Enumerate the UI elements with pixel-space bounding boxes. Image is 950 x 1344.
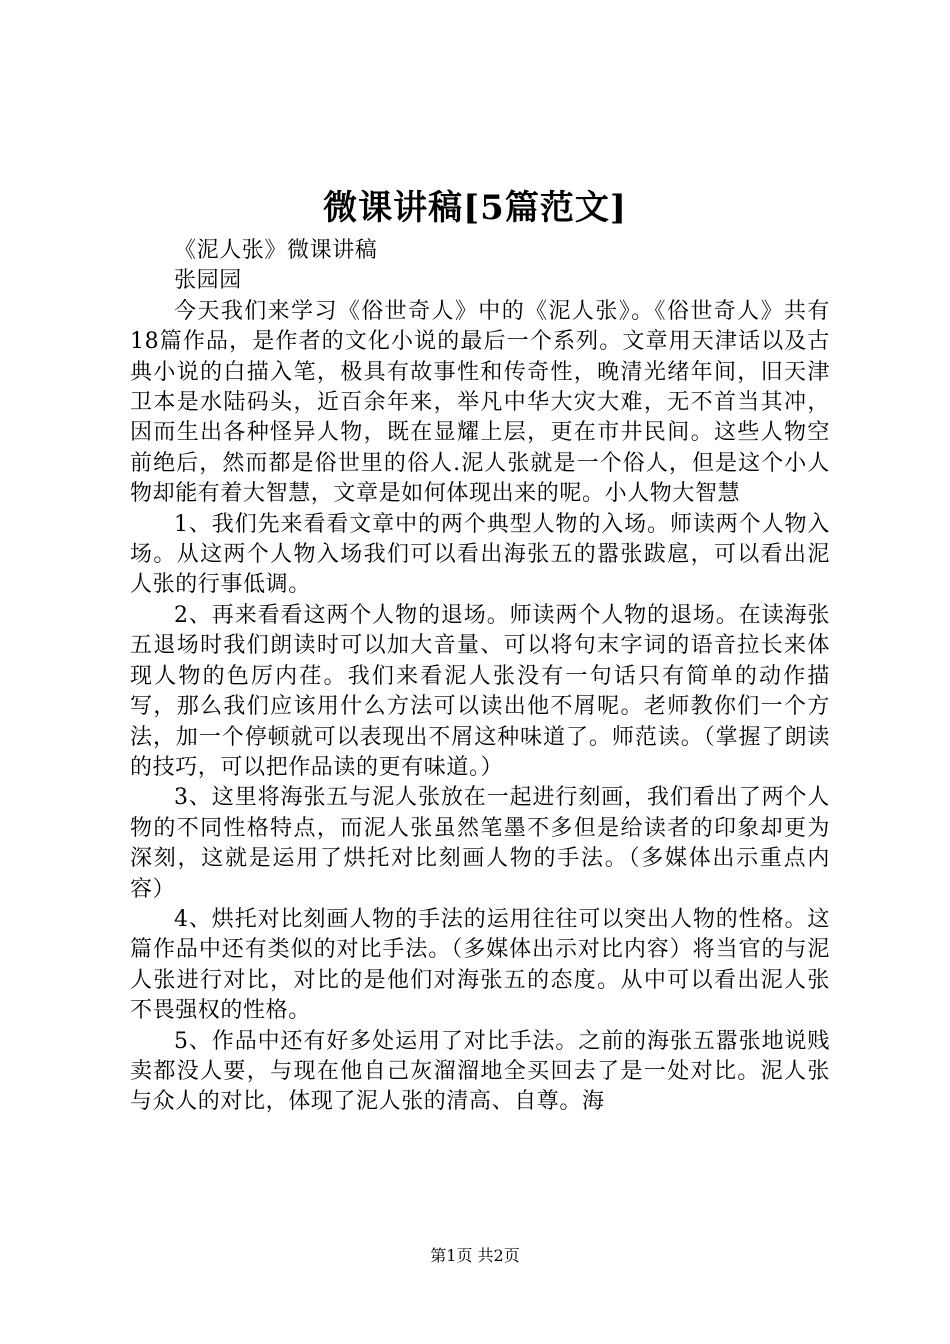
body-paragraph-5: 5、作品中还有好多处运用了对比手法。之前的海张五嚣张地说贱卖都没人要，与现在他自己灰溜溜地全买回去了是一处对比。泥人张与众人的对比，体现了泥人张的清高、自尊。海 <box>130 1028 830 1115</box>
body-paragraph-3: 3、这里将海张五与泥人张放在一起进行刻画，我们看出了两个人物的不同性格特点，而泥人张虽然笔墨不多但是给读者的印象却更为深刻，这就是运用了烘托对比刻画人物的手法。（多媒体出示重点内容） <box>130 785 830 902</box>
body-paragraph-intro: 今天我们来学习《俗世奇人》中的《泥人张》。《俗世奇人》共有18篇作品，是作者的文化小说的最后一个系列。文章用天津话以及古典小说的白描入笔，极具有故事性和传奇性，晚清光绪年间，旧天津卫本是水陆码头，近百余年来，举凡中华大灾大难，无不首当其冲，因而生出各种怪异人物，既在显耀上层，更在市井民间。这些人物空前绝后，然而都是俗世里的俗人.泥人张就是一个俗人，但是这个小人物却能有着大智慧，文章是如何体现出来的呢。小人物大智慧 <box>130 298 830 507</box>
article-subtitle: 《泥人张》微课讲稿 <box>174 238 378 263</box>
body-paragraph-2: 2、再来看看这两个人物的退场。师读两个人物的退场。在读海张五退场时我们朗读时可以加大音量、可以将句末字词的语音拉长来体现人物的色厉内荏。我们来看泥人张没有一句话只有简单的动作描写，那么我们应该用什么方法可以读出他不屑呢。老师教你们一个方法，加一个停顿就可以表现出不屑这种味道了。师范读。（掌握了朗读的技巧，可以把作品读的更有味道。） <box>130 602 830 780</box>
page-number-footer: 第1页 共2页 <box>430 1246 520 1265</box>
document-title: 微课讲稿[5篇范文] <box>323 188 627 228</box>
body-paragraph-1: 1、我们先来看看文章中的两个典型人物的入场。师读两个人物入场。从这两个人物入场我们可以看出海张五的嚣张跋扈，可以看出泥人张的行事低调。 <box>130 511 830 598</box>
document-body <box>130 236 830 1118</box>
article-author: 张园园 <box>174 268 242 294</box>
body-paragraph-4: 4、烘托对比刻画人物的手法的运用往往可以突出人物的性格。这篇作品中还有类似的对比手法。（多媒体出示对比内容）将当官的与泥人张进行对比，对比的是他们对海张五的态度。从中可以看出泥人张不畏强权的性格。 <box>130 906 830 1024</box>
